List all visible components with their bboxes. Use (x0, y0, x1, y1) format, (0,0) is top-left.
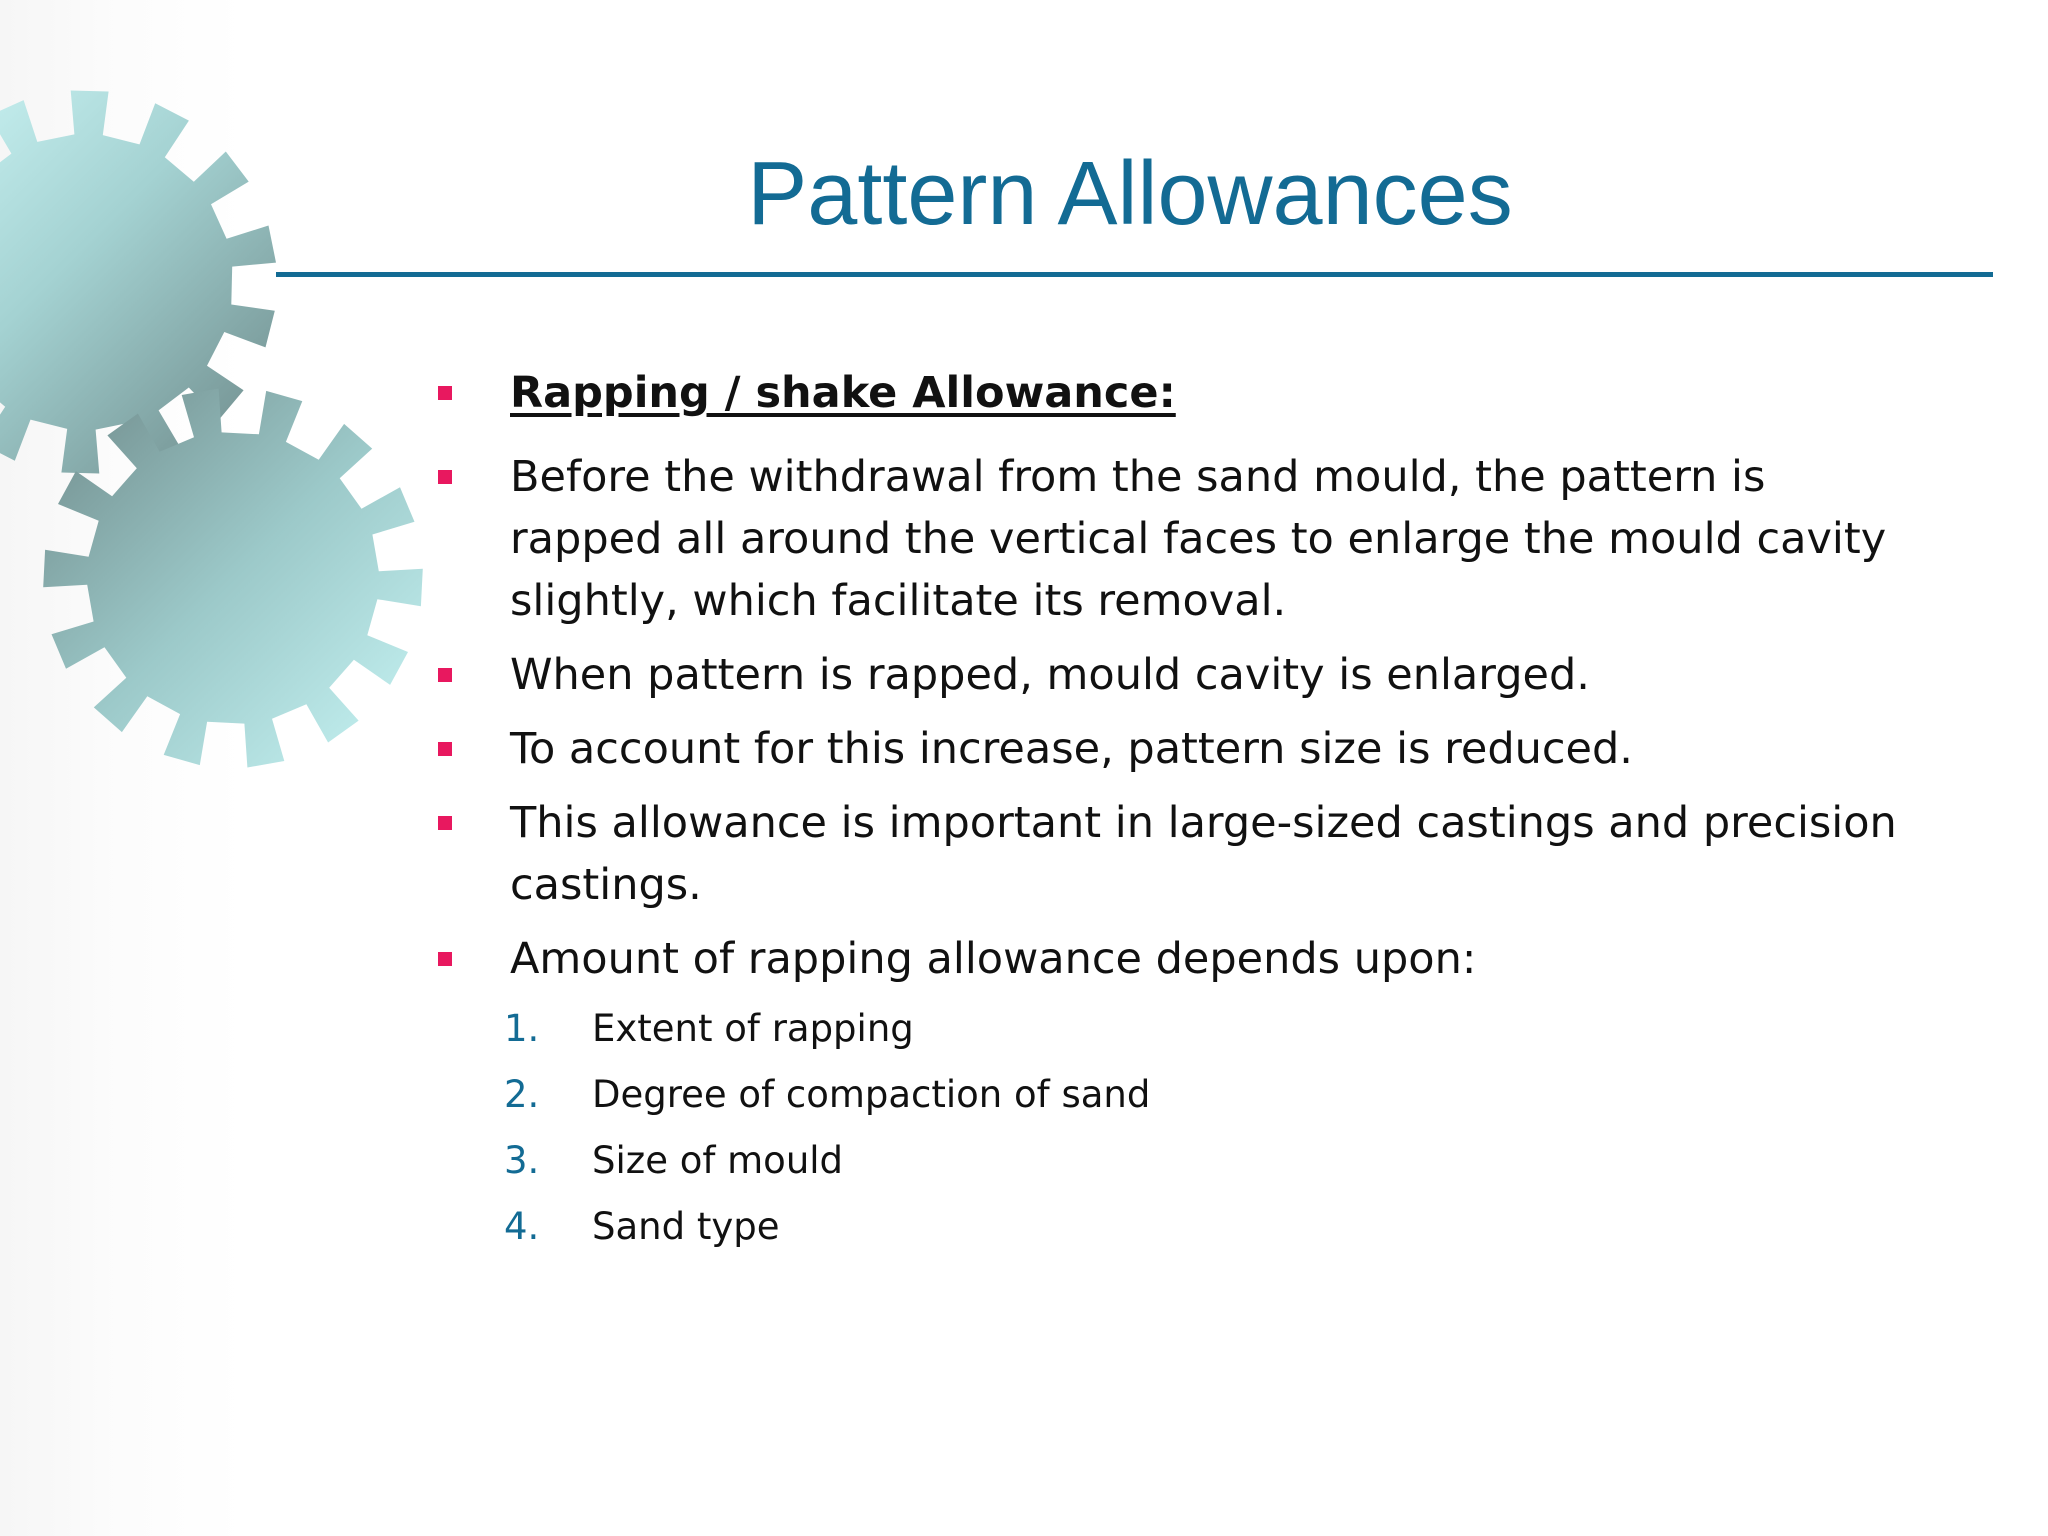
bullet-text: When pattern is rapped, mould cavity is enlarged. (510, 650, 1590, 700)
slide-title: Pattern Allowances (747, 144, 1513, 244)
factor-item (504, 1194, 1910, 1260)
gear-icon (43, 389, 423, 768)
factor-text: Extent of rapping (592, 1007, 914, 1050)
factor-item (504, 1062, 1910, 1128)
bullet-text: To account for this increase, pattern size is reduced. (510, 724, 1633, 774)
bullet-item (430, 928, 1910, 1260)
factor-list (504, 996, 1910, 1260)
bullet-item (430, 644, 1910, 706)
factor-number: 4. (504, 1205, 540, 1248)
factor-text: Sand type (592, 1205, 780, 1248)
bullet-marker (438, 816, 452, 830)
factor-number: 1. (504, 1007, 540, 1050)
title-divider (276, 272, 1993, 277)
bullet-text: Amount of rapping allowance depends upon: (510, 934, 1477, 984)
bullet-marker (438, 668, 452, 682)
gear-icon (0, 91, 276, 474)
bullet-marker (438, 470, 452, 484)
factor-text: Degree of compaction of sand (592, 1073, 1151, 1116)
factor-text: Size of mould (592, 1139, 844, 1182)
bullet-marker (438, 386, 452, 400)
bullet-list (430, 362, 1910, 1272)
factor-item (504, 1128, 1910, 1194)
bullet-item (430, 792, 1910, 916)
bullet-heading-text: Rapping / shake Allowance: (510, 368, 1176, 418)
bullet-text: Before the withdrawal from the sand mould, the pattern is rapped all around the vertical faces to enlarge the mould cavity slightly, which facilitate its removal. (510, 452, 1887, 626)
bullet-item (430, 718, 1910, 780)
factor-number: 3. (504, 1139, 540, 1182)
bullet-marker (438, 952, 452, 966)
factor-item (504, 996, 1910, 1062)
bullet-text: This allowance is important in large-sized castings and precision castings. (510, 798, 1897, 910)
bullet-marker (438, 742, 452, 756)
bullet-item (430, 362, 1910, 424)
factor-number: 2. (504, 1073, 540, 1116)
bullet-item (430, 446, 1910, 632)
